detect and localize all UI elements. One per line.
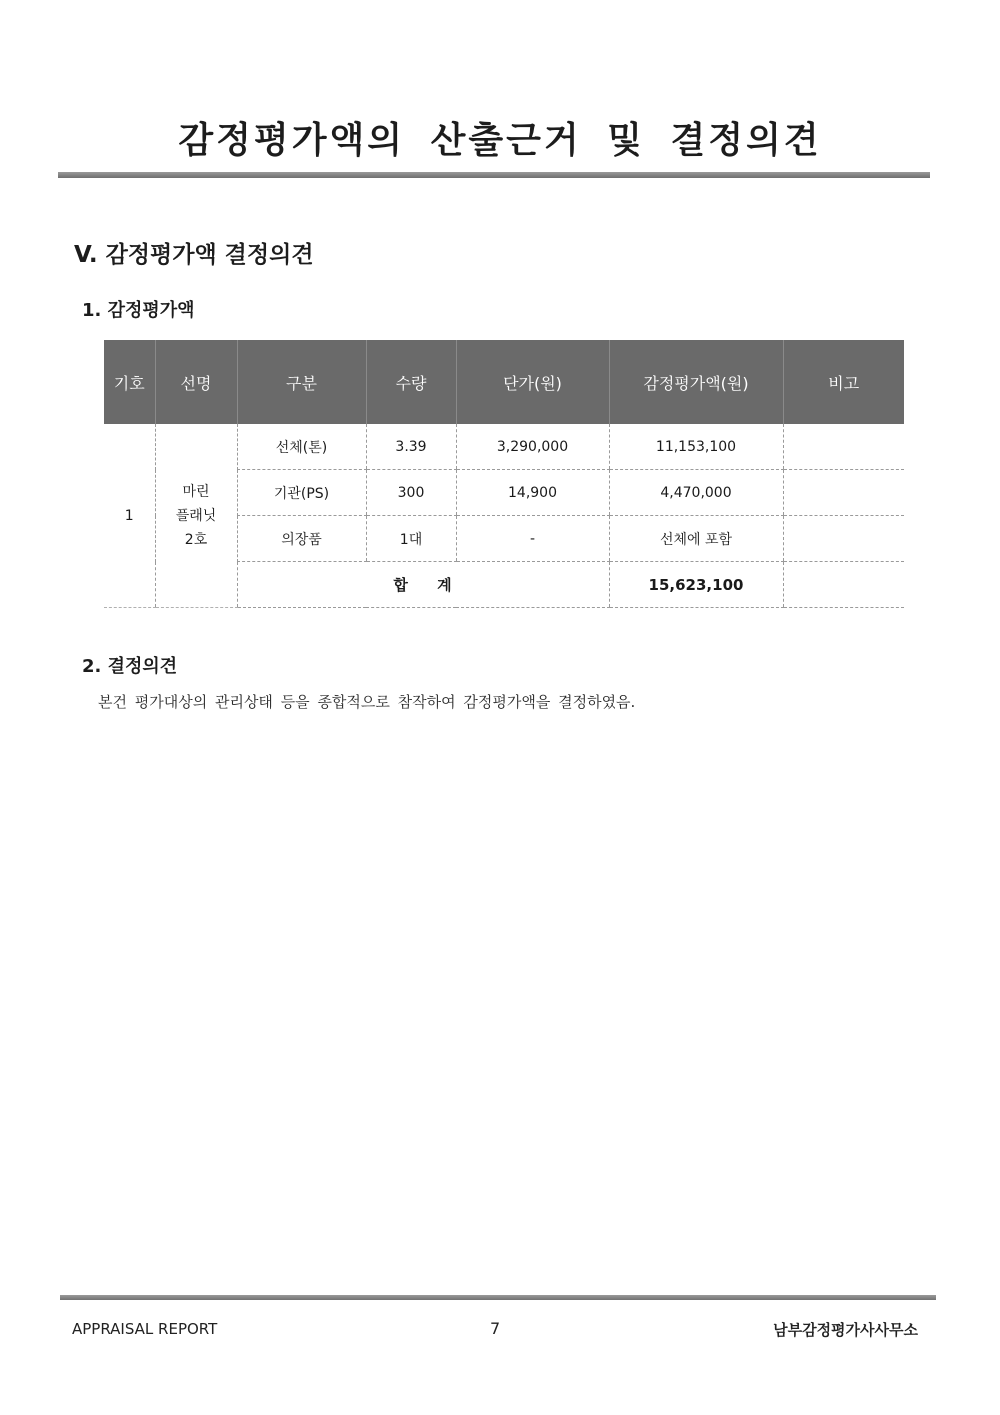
total-note-cell [783, 562, 904, 608]
total-value-cell: 15,623,100 [609, 562, 783, 608]
section-heading: V. 감정평가액 결정의견 [74, 242, 314, 268]
footer-office-name: 남부감정평가사사무소 [773, 1321, 918, 1339]
subsection-heading-valuation: 1. 감정평가액 [82, 300, 195, 321]
amount-cell: 4,470,000 [609, 470, 783, 516]
table-row [104, 424, 904, 470]
quantity-cell: 300 [366, 470, 456, 516]
amount-cell: 11,153,100 [609, 424, 783, 470]
subsection-heading-opinion: 2. 결정의견 [82, 656, 178, 677]
note-cell [783, 424, 904, 470]
category-cell: 기관(PS) [237, 470, 366, 516]
header-item-no: 기호 [104, 340, 155, 424]
footer-divider [60, 1295, 936, 1300]
total-label-cell: 합 계 [237, 562, 609, 608]
table-header-row [104, 340, 904, 424]
page-number: 7 [490, 1319, 501, 1338]
footer-report-label: APPRAISAL REPORT [72, 1320, 218, 1338]
title-divider [58, 172, 930, 178]
vessel-name-cell [155, 424, 237, 608]
quantity-cell: 1대 [366, 516, 456, 562]
category-cell: 의장품 [237, 516, 366, 562]
page-title: 감정평가액의 산출근거 및 결정의견 [178, 120, 822, 161]
header-unit-price: 단가(원) [456, 340, 609, 424]
item-no-cell: 1 [104, 424, 155, 608]
header-vessel-name: 선명 [155, 340, 237, 424]
opinion-text: 본건 평가대상의 관리상태 등을 종합적으로 참작하여 감정평가액을 결정하였음. [98, 693, 636, 711]
unit-price-cell: - [456, 516, 609, 562]
header-amount: 감정평가액(원) [609, 340, 783, 424]
unit-price-cell: 14,900 [456, 470, 609, 516]
vessel-name-line: 마린 [182, 483, 210, 500]
header-quantity: 수량 [366, 340, 456, 424]
valuation-table [104, 340, 904, 608]
amount-cell: 선체에 포함 [609, 516, 783, 562]
note-cell [783, 470, 904, 516]
header-category: 구분 [237, 340, 366, 424]
note-cell [783, 516, 904, 562]
vessel-name-line: 플래닛 [175, 507, 217, 524]
quantity-cell: 3.39 [366, 424, 456, 470]
header-note: 비고 [783, 340, 904, 424]
vessel-name-line: 2호 [184, 531, 208, 548]
unit-price-cell: 3,290,000 [456, 424, 609, 470]
category-cell: 선체(톤) [237, 424, 366, 470]
